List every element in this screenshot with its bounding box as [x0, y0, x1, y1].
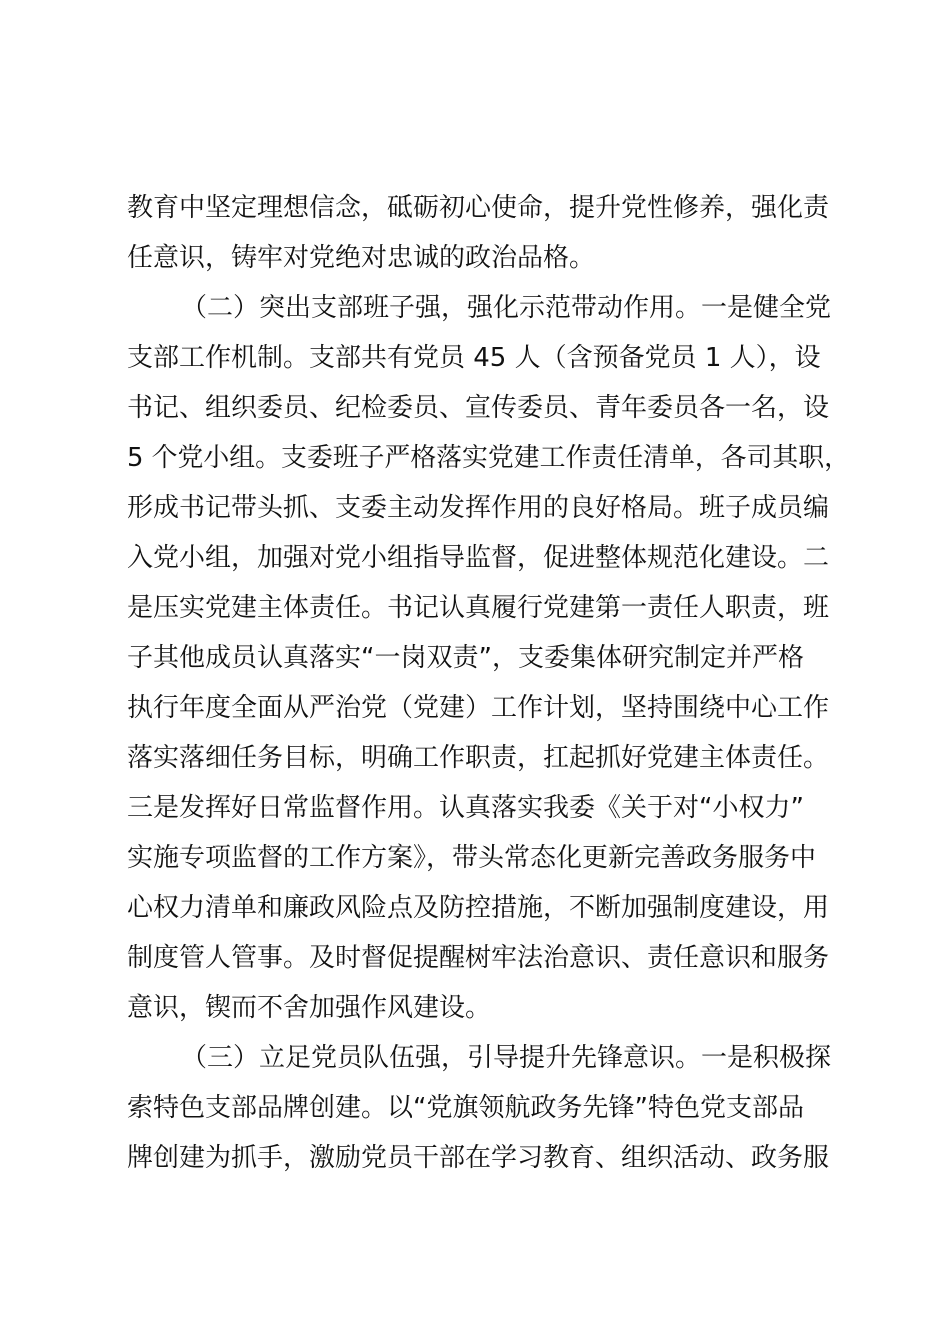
text-line: 心权力清单和廉政风险点及防控措施，不断加强制度建设，用 — [127, 893, 830, 923]
text-line: 5 个党小组。支委班子严格落实党建工作责任清单，各司其职， — [127, 443, 850, 473]
text-line: 入党小组，加强对党小组指导监督，促进整体规范化建设。二 — [127, 543, 830, 573]
text-line: 书记、组织委员、纪检委员、宣传委员、青年委员各一名，设 — [127, 393, 830, 423]
text-line: 执行年度全面从严治党（党建）工作计划，坚持围绕中心工作 — [127, 693, 830, 723]
text-line: 任意识，铸牢对党绝对忠诚的政治品格。 — [127, 243, 596, 273]
paragraph-heading-3: （三）立足党员队伍强，引导提升先锋意识。一是积极探 — [181, 1043, 832, 1073]
text-line: 制度管人管事。及时督促提醒树牢法治意识、责任意识和服务 — [127, 943, 830, 973]
paragraph-heading-2: （二）突出支部班子强，强化示范带动作用。一是健全党 — [181, 293, 832, 323]
text-line: 教育中坚定理想信念，砥砺初心使命，提升党性修养，强化责 — [127, 193, 830, 223]
text-line: 牌创建为抓手，激励党员干部在学习教育、组织活动、政务服 — [127, 1143, 830, 1173]
text-line: 形成书记带头抓、支委主动发挥作用的良好格局。班子成员编 — [127, 493, 830, 523]
text-line: 是压实党建主体责任。书记认真履行党建第一责任人职责，班 — [127, 593, 830, 623]
text-line: 子其他成员认真落实“一岗双责”，支委集体研究制定并严格 — [127, 643, 804, 673]
text-line: 实施专项监督的工作方案》，带头常态化更新完善政务服务中 — [127, 843, 817, 873]
text-line: 支部工作机制。支部共有党员 45 人（含预备党员 1 人），设 — [127, 343, 821, 373]
text-line: 落实落细任务目标，明确工作职责，扛起抓好党建主体责任。 — [127, 743, 830, 773]
text-line: 意识，锲而不舍加强作风建设。 — [127, 993, 492, 1023]
text-line: 三是发挥好日常监督作用。认真落实我委《关于对“小权力” — [127, 793, 804, 823]
text-line: 索特色支部品牌创建。以“党旗领航政务先锋”特色党支部品 — [127, 1093, 804, 1123]
